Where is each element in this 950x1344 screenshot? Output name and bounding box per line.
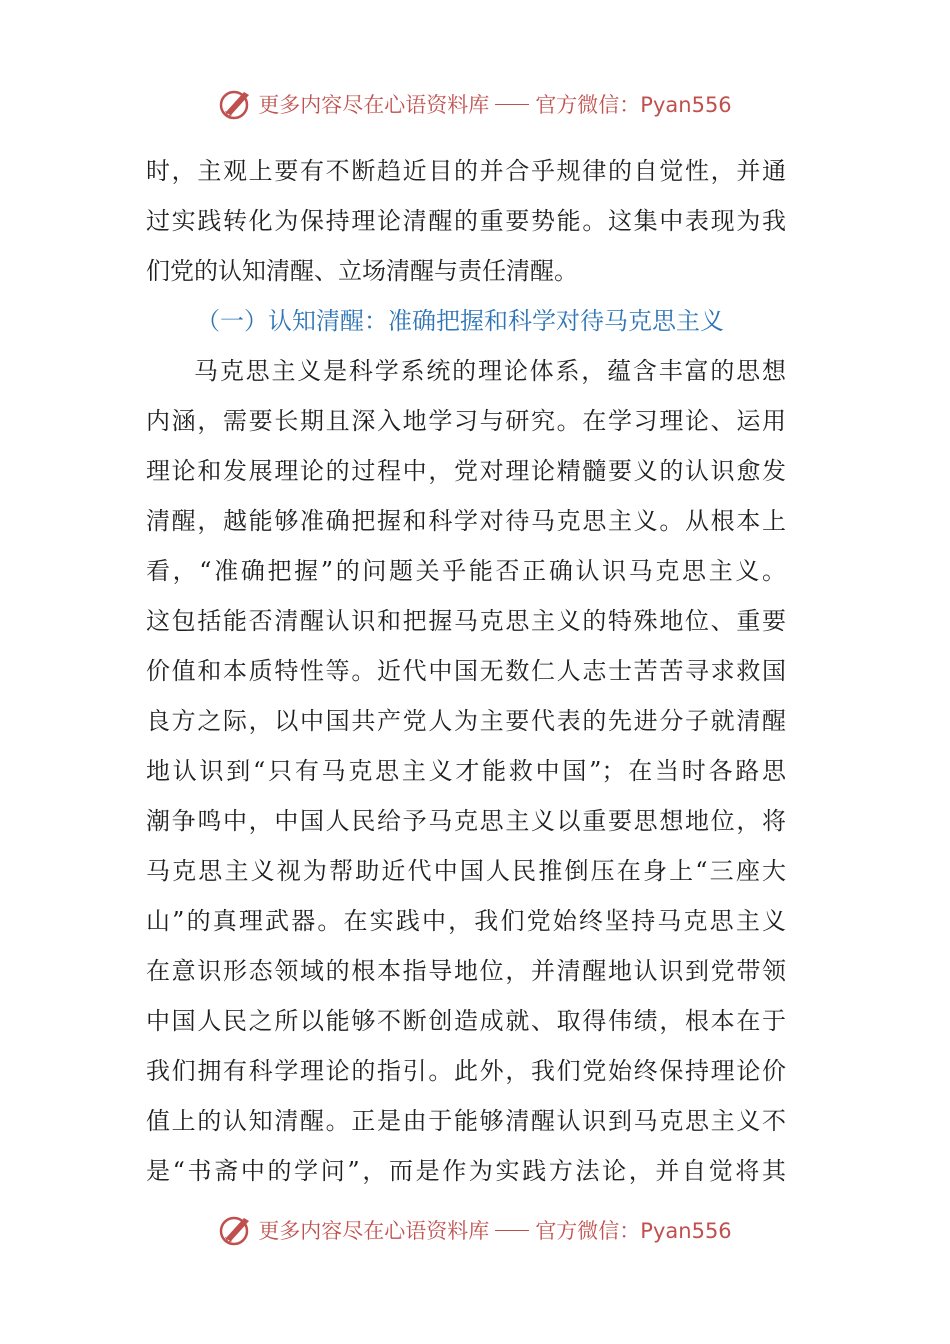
banner-wechat: 官方微信：Pyan556 [535, 1219, 732, 1243]
body-line: 看，“准确把握”的问题关乎能否正确认识马克思主义。 [146, 557, 786, 585]
body-line: 在意识形态领域的根本指导地位，并清醒地认识到党带领 [146, 957, 786, 985]
body-line: 清醒，越能够准确把握和科学对待马克思主义。从根本上 [146, 507, 786, 535]
body-line: 过实践转化为保持理论清醒的重要势能。这集中表现为我 [146, 207, 786, 235]
body-line: 我们拥有科学理论的指引。此外，我们党始终保持理论价 [146, 1057, 786, 1085]
body-line: 这包括能否清醒认识和把握马克思主义的特殊地位、重要 [146, 607, 786, 635]
body-line: 山”的真理武器。在实践中，我们党始终坚持马克思主义 [146, 907, 786, 935]
section-heading: （一）认知清醒：准确把握和科学对待马克思主义 [196, 307, 724, 335]
footer-banner [0, 1208, 950, 1252]
body-line: 马克思主义视为帮助近代中国人民推倒压在身上“三座大 [146, 857, 786, 885]
header-banner [0, 82, 950, 126]
body-line: 价值和本质特性等。近代中国无数仁人志士苦苦寻求救国 [146, 657, 786, 685]
body-line: 时，主观上要有不断趋近目的并合乎规律的自觉性，并通 [146, 157, 786, 185]
banner-text: 更多内容尽在心语资料库 [258, 93, 490, 117]
banner-separator [495, 1230, 529, 1231]
body-line: 们党的认知清醒、立场清醒与责任清醒。 [146, 257, 578, 285]
body-line: 地认识到“只有马克思主义才能救中国”；在当时各路思 [146, 757, 786, 785]
banner-separator [495, 104, 529, 105]
body-line: 内涵，需要长期且深入地学习与研究。在学习理论、运用 [146, 407, 786, 435]
banner-wechat: 官方微信：Pyan556 [535, 93, 732, 117]
banner-text: 更多内容尽在心语资料库 [258, 1219, 490, 1243]
document-body [146, 146, 786, 1196]
body-line: 是“书斋中的学问”，而是作为实践方法论，并自觉将其 [146, 1157, 786, 1185]
body-line: 值上的认知清醒。正是由于能够清醒认识到马克思主义不 [146, 1107, 786, 1135]
body-line: 潮争鸣中，中国人民给予马克思主义以重要思想地位，将 [146, 807, 786, 835]
body-line: 马克思主义是科学系统的理论体系，蕴含丰富的思想 [194, 357, 786, 385]
pen-logo-icon [218, 1212, 254, 1248]
body-line: 理论和发展理论的过程中，党对理论精髓要义的认识愈发 [146, 457, 786, 485]
pen-logo-icon [218, 86, 254, 122]
body-line: 中国人民之所以能够不断创造成就、取得伟绩，根本在于 [146, 1007, 786, 1035]
body-line: 良方之际，以中国共产党人为主要代表的先进分子就清醒 [146, 707, 786, 735]
